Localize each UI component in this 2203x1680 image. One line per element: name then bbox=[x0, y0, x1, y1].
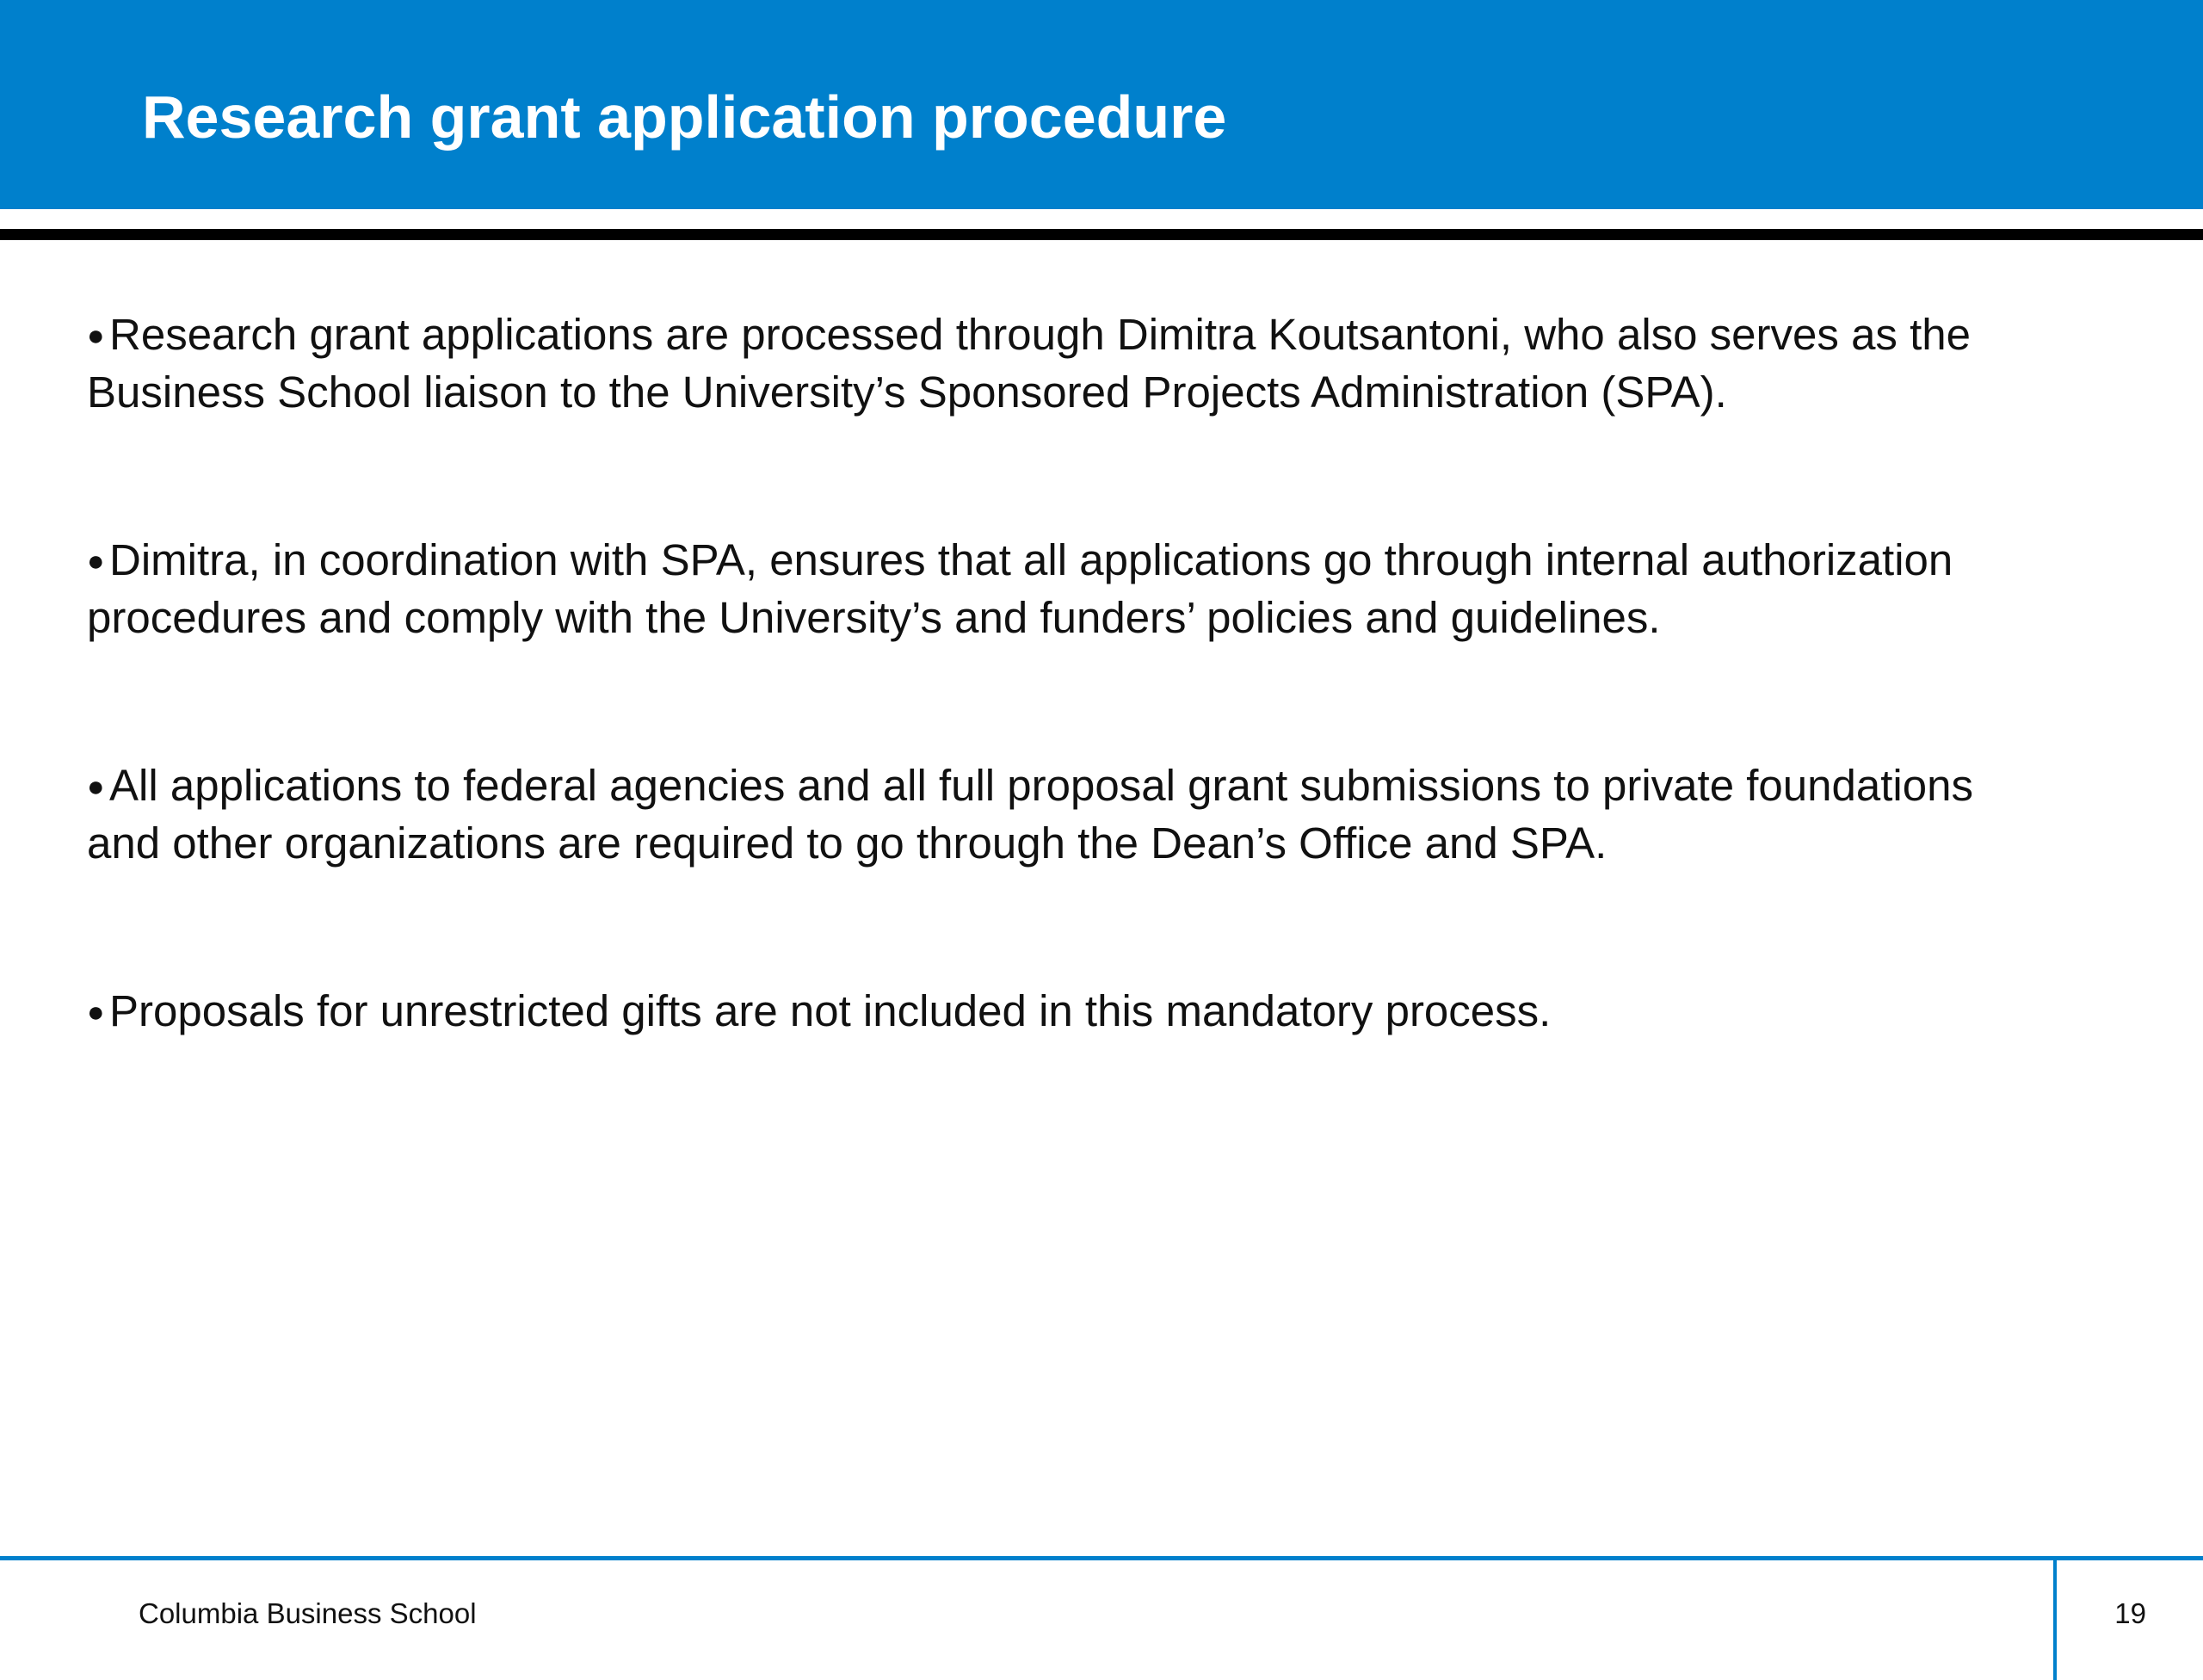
footer-organization: Columbia Business School bbox=[139, 1597, 477, 1629]
bullet-dot-icon: ● bbox=[87, 319, 105, 352]
bullet-dot-icon: ● bbox=[87, 545, 105, 578]
bullet-text: Proposals for unrestricted gifts are not included in this mandatory process. bbox=[109, 986, 1552, 1035]
bullet-dot-icon: ● bbox=[87, 996, 105, 1028]
bullet-item bbox=[87, 306, 2023, 420]
slide-title: Research grant application procedure bbox=[142, 83, 1227, 151]
footer-divider bbox=[0, 1556, 2203, 1560]
bullet-list bbox=[87, 306, 2023, 1041]
bullet-item bbox=[87, 532, 2023, 645]
header-divider bbox=[0, 229, 2203, 240]
bullet-item bbox=[87, 983, 2023, 1041]
bullet-item bbox=[87, 757, 2023, 871]
footer-vertical-divider bbox=[2053, 1560, 2057, 1680]
bullet-text: Research grant applications are processed through Dimitra Koutsantoni, who also serves as the Business School liaison to the University’s Sponsored Projects Administration (SPA). bbox=[87, 310, 1971, 417]
bullet-text: Dimitra, in coordination with SPA, ensures that all applications go through internal authorization procedures and comply with the University’s and funders’ policies and guidelines. bbox=[87, 535, 1953, 642]
bullet-text: All applications to federal agencies and all full proposal grant submissions to private foundations and other organizations are required to go through the Dean’s Office and SPA. bbox=[87, 761, 1973, 868]
bullet-dot-icon: ● bbox=[87, 770, 105, 803]
page-number: 19 bbox=[2114, 1597, 2146, 1629]
